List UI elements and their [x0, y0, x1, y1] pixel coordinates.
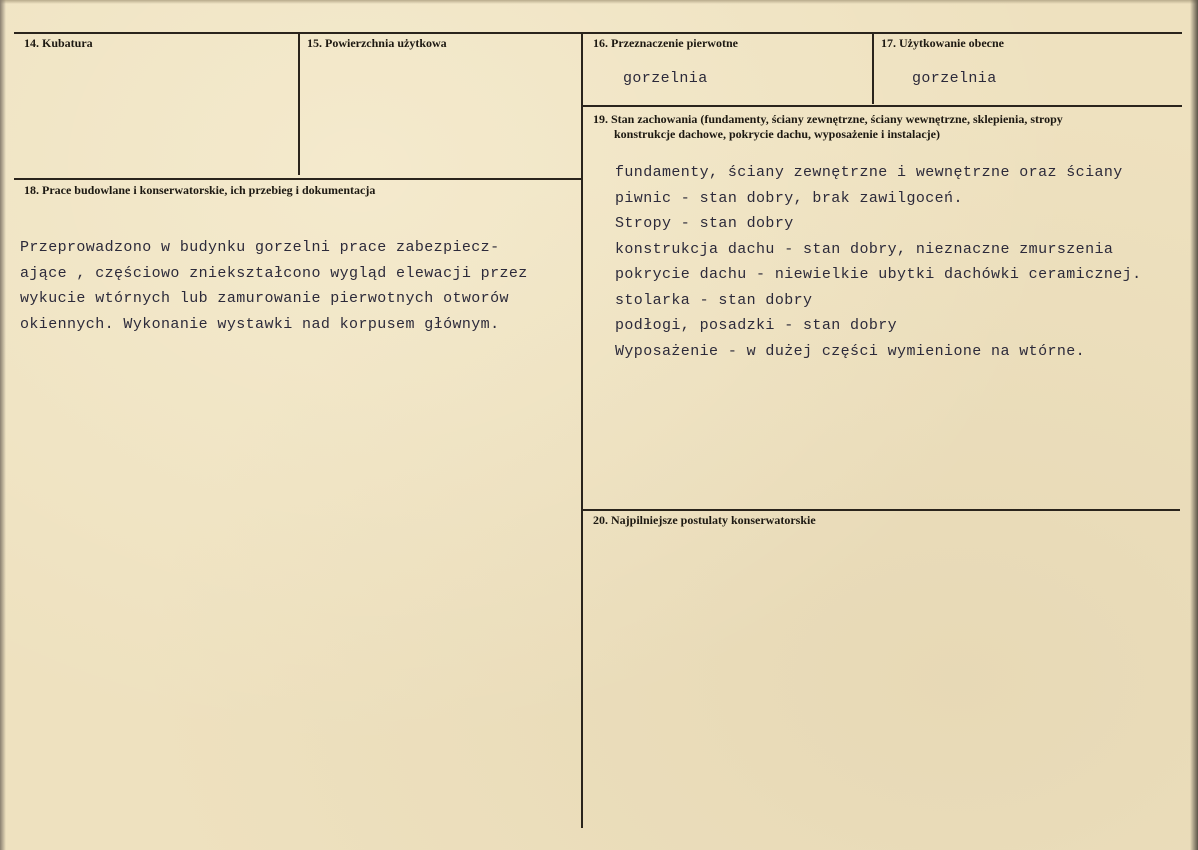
top-rule — [14, 32, 1182, 34]
field-15-label: 15. Powierzchnia użytkowa — [307, 36, 447, 50]
field-19-line: fundamenty, ściany zewnętrzne i wewnętrzne oraz ściany — [615, 164, 1123, 181]
field-18-line: okiennych. Wykonanie wystawki nad korpusem głównym. — [20, 315, 500, 333]
divider-main — [581, 32, 583, 828]
field-19-label-line2: konstrukcje dachowe, pokrycie dachu, wyposażenie i instalacje) — [614, 127, 940, 141]
field-19-label-line1: 19. Stan zachowania (fundamenty, ściany zewnętrzne, ściany wewnętrzne, sklepienia, stropy — [593, 112, 1063, 126]
field-17-value: gorzelnia — [912, 70, 997, 87]
field-19-text — [615, 160, 1141, 364]
field-19-line: Wyposażenie - w dużej części wymienione na wtórne. — [615, 342, 1086, 360]
field-18-line: Przeprowadzono w budynku gorzelni prace zabezpiecz- — [20, 239, 500, 256]
field-18-line: wykucie wtórnych lub zamurowanie pierwotnych otworów — [20, 290, 509, 307]
field-19-line: Stropy - stan dobry — [615, 215, 794, 232]
field-19-line: piwnic - stan dobry, brak zawilgoceń. — [615, 189, 963, 207]
field-19-line: pokrycie dachu - niewielkie ubytki dachówki ceramicznej. — [615, 266, 1142, 283]
field-19-line: podłogi, posadzki - stan dobry — [615, 317, 898, 334]
divider-14-15 — [298, 32, 300, 175]
rule-under-14-15 — [14, 178, 583, 180]
divider-16-17 — [872, 32, 874, 104]
field-16-label: 16. Przeznaczenie pierwotne — [593, 36, 738, 50]
field-18-label: 18. Prace budowlane i konserwatorskie, ich przebieg i dokumentacja — [24, 183, 376, 197]
field-19-line: stolarka - stan dobry — [615, 291, 813, 309]
rule-under-16-17 — [583, 105, 1182, 107]
field-19-line: konstrukcja dachu - stan dobry, nieznaczne zmurszenia — [615, 240, 1114, 258]
field-17-label: 17. Użytkowanie obecne — [881, 36, 1004, 50]
field-18-text — [20, 235, 528, 337]
rule-above-20 — [583, 509, 1180, 511]
card-left-edge — [0, 0, 6, 850]
field-14-label: 14. Kubatura — [24, 36, 93, 50]
field-18-line: ające , częściowo zniekształcono wygląd elewacji przez — [20, 264, 528, 282]
field-20-label: 20. Najpilniejsze postulaty konserwatorskie — [593, 513, 816, 527]
card-right-edge — [1190, 0, 1198, 850]
card-top-edge — [0, 0, 1198, 4]
field-16-value: gorzelnia — [623, 70, 708, 87]
